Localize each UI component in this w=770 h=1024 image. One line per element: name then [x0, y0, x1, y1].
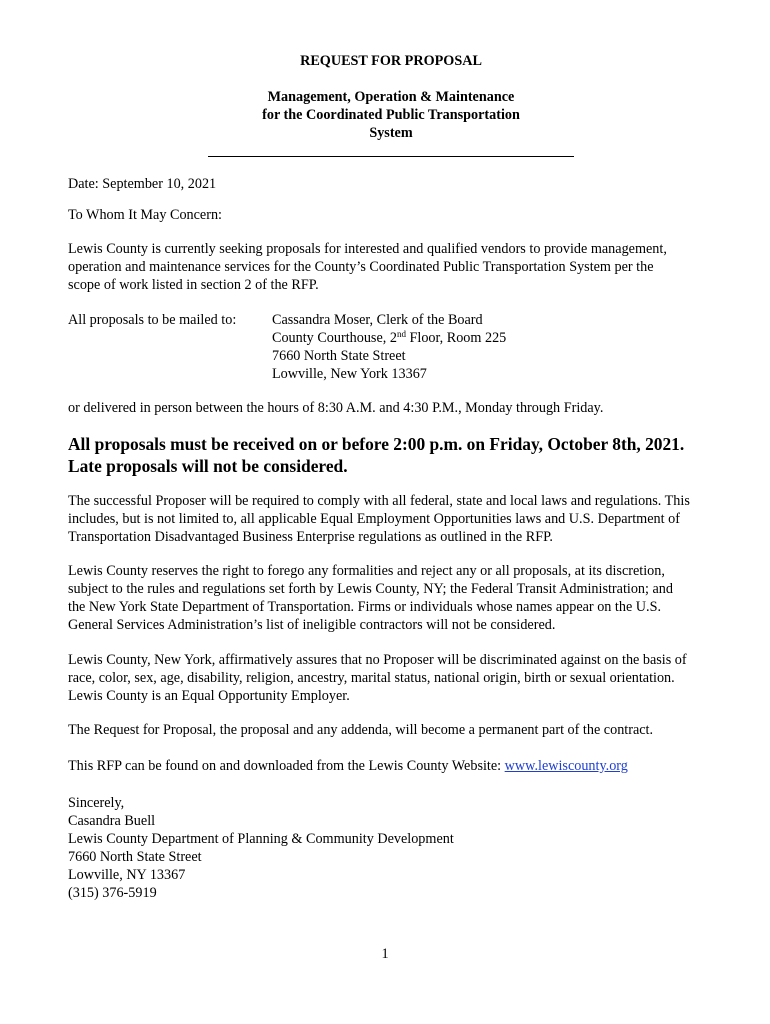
subtitle-line: for the Coordinated Public Transportation [262, 107, 520, 123]
signer-name: Casandra Buell [68, 813, 156, 829]
contract-note: The Request for Proposal, the proposal and any addenda, will become a permanent part of the contract. [68, 722, 654, 738]
mailing-building-pre: County Courthouse, 2 [272, 330, 397, 346]
reserve-line: subject to the rules and regulations set forth by Lewis County, NY; the Federal Transit Administration; and [68, 581, 673, 597]
deadline-notice [68, 433, 748, 477]
deadline-line: All proposals must be received on or before 2:00 p.m. on Friday, October 8th, 2021. [68, 434, 685, 454]
document-title: REQUEST FOR PROPOSAL [300, 53, 482, 69]
website-text: This RFP can be found on and downloaded from the Lewis County Website: [68, 758, 505, 774]
mailing-name: Cassandra Moser, Clerk of the Board [272, 312, 483, 328]
intro-line: operation and maintenance services for the County’s Coordinated Public Transportation System per the [68, 259, 654, 275]
signer-phone: (315) 376-5919 [68, 885, 157, 901]
eeo-line: Lewis County is an Equal Opportunity Employer. [68, 688, 350, 704]
mailing-label: All proposals to be mailed to: [68, 312, 237, 328]
mailing-building-sup: nd [396, 329, 406, 339]
delivery-note: or delivered in person between the hours of 8:30 A.M. and 4:30 P.M., Monday through Friday. [68, 400, 604, 416]
reserve-paragraph [68, 562, 728, 634]
page-number: 1 [381, 946, 389, 962]
signature-block [68, 794, 454, 902]
mailing-street: 7660 North State Street [272, 348, 406, 364]
intro-line: scope of work listed in section 2 of the RFP. [68, 277, 319, 293]
eeo-line: Lewis County, New York, affirmatively assures that no Proposer will be discriminated against on the basis of [68, 652, 687, 668]
reserve-line: General Services Administration’s list of ineligible contractors will not be considered. [68, 617, 556, 633]
subtitle-line: Management, Operation & Maintenance [267, 89, 515, 105]
mailing-building [272, 329, 506, 347]
website-line [68, 757, 728, 775]
compliance-line: includes, but is not limited to, all applicable Equal Employment Opportunities laws and U.S. Department of [68, 511, 680, 527]
title-divider [208, 156, 574, 157]
compliance-line: The successful Proposer will be required to comply with all federal, state and local laws and regulations. This [68, 493, 690, 509]
date-line: Date: September 10, 2021 [68, 176, 217, 192]
reserve-line: the New York State Department of Transportation. Firms or individuals whose names appear on the U.S. [68, 599, 662, 615]
signer-street: 7660 North State Street [68, 849, 202, 865]
eeo-line: race, color, sex, age, disability, religion, ancestry, marital status, national origin, birth or sexual orientation. [68, 670, 675, 686]
signer-department: Lewis County Department of Planning & Community Development [68, 831, 454, 847]
signer-city: Lowville, NY 13367 [68, 867, 186, 883]
reserve-line: Lewis County reserves the right to forego any formalities and reject any or all proposals, at its discretion, [68, 563, 665, 579]
website-link[interactable]: www.lewiscounty.org [504, 758, 628, 774]
deadline-line: Late proposals will not be considered. [68, 456, 348, 476]
mailing-city: Lowville, New York 13367 [272, 366, 427, 382]
mailing-address [272, 311, 506, 383]
intro-paragraph [68, 240, 728, 294]
eeo-paragraph [68, 651, 728, 705]
sign-off: Sincerely, [68, 795, 125, 811]
compliance-paragraph [68, 492, 728, 546]
subtitle-line: System [369, 125, 413, 141]
title-block [0, 52, 770, 142]
salutation: To Whom It May Concern: [68, 207, 222, 223]
mailing-building-post: Floor, Room 225 [405, 330, 507, 346]
intro-line: Lewis County is currently seeking proposals for interested and qualified vendors to provide management, [68, 241, 667, 257]
compliance-line: Transportation Disadvantaged Business Enterprise regulations as outlined in the RFP. [68, 529, 553, 545]
